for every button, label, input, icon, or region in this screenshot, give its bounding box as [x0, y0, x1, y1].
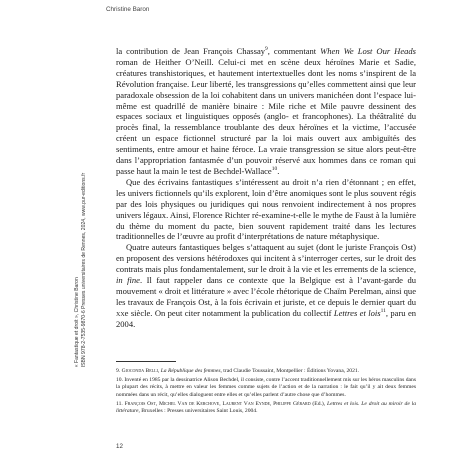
text: roman de Heither O’Neill. Celui-ci met en scène deux héroïnes Marie et Sadie, créatures transhistoriques, et hautement intertextuelles dont les noms s’inspirent de la Révolution française. Leur liberté, les transgressions qu’elles commettent ainsi que leur paradoxale obsession de la loi cohabitent dans un univers manichéen dont l’espace lui-même est quadrillé de manière binaire : Mile riche et Mile pauvre dessinent des espaces sociaux et linguistiques opposés (anglo- et francophones). La théâtralité du procès final, la ressemblance troublante des deux héroïnes et la victime, l’accusée créent un espace fictionnel structuré par la loi mais ouvert aux ambiguïtés des sentiments, entre amour et haine féroce. La vraie transgression se situe alors peut-être dans l’appropriation fantasmée d’un pouvoir réservé aux hommes dans ce roman qui passe haut la main le test de Bechdel-Wallace — [116, 56, 416, 176]
text: . — [277, 165, 280, 176]
author-names: François Ost, Michel Van de Kerchove, Laurent Van Eynde, Philippe Gérard — [124, 400, 311, 407]
text: , commentant — [267, 46, 321, 56]
text: , Bruxelles : Presses universitaires Saint Louis, 2004. — [138, 408, 258, 415]
footnote-ref-9[interactable]: 9 — [265, 46, 268, 53]
book-title: Lettres et lois — [333, 307, 381, 318]
copyright-line-2: ISBN 978-2-7535-9870-6 Presses universitaires de Rennes, 2024, www.pur-editions.fr — [81, 172, 87, 368]
footnote-ref-10[interactable]: 10 — [271, 166, 278, 173]
footnote-ref-11[interactable]: 11 — [380, 307, 386, 314]
copyright-notice-vertical — [74, 173, 88, 368]
text: la contribution de Jean François Chassay — [116, 46, 266, 56]
text: e siècle. On peut citer notamment la publication du collectif — [124, 307, 334, 318]
text: Quatre auteurs fantastiques belges s’attaquent au sujet (dont le juriste François Ost) en proposent des versions hétérodoxes qui incitent à s’interroger certes, sur le droit des contrats mais plus fondamentalement, sur le droit à la vie et les errements de la science, — [116, 242, 416, 275]
author-name: Gioconda Belli — [121, 368, 158, 374]
book-title: Lettres et lois. Le droit au miroir de la littérature — [116, 400, 416, 415]
footnote-9 — [116, 368, 416, 375]
text: , trad Claudie Toussaint, Montpellier : Éditions Yovana, 2021. — [220, 368, 360, 374]
text: Inventé en 1985 par la dessinatrice Alison Bechdel, il consiste, contre l’accent traditionnellement mis sur les héros masculins dans la plupart des récits, à mettre en valeur les femmes comme sujets de l’action et de la narration : le fait qu’il y ait deux femmes nommées dans un récit, qu’elles dialoguent entre elles et qu’elles parlent d’autre chose que d’hommes. — [116, 377, 417, 398]
text: , paru en 2004. — [116, 307, 417, 329]
century-numeral: xx — [116, 307, 125, 318]
body-text — [116, 46, 416, 330]
footnote-number: 10. — [116, 377, 123, 383]
latin-phrase: in fine — [116, 275, 140, 286]
footnote-number: 9. — [116, 368, 121, 374]
footnote-11 — [116, 401, 416, 416]
text: (Ed.), — [310, 400, 327, 407]
book-title: La République des femmes — [160, 368, 221, 374]
footnote-separator — [116, 361, 176, 362]
page-number: 12 — [116, 443, 123, 450]
paragraph-1 — [116, 46, 416, 177]
running-header-author: Christine Baron — [106, 6, 150, 13]
footnote-10 — [116, 377, 416, 399]
text: . Il faut rappeler dans ce contexte que la Belgique est à l’avant-garde du mouvement « droit et littérature » avec l’école rhétorique de Chaïm Perelman, ainsi que les travaux de François Ost, à la fois écrivain et juriste, et ce depuis le dernier quart du — [116, 275, 416, 307]
paragraph-3 — [116, 242, 416, 329]
copyright-line-1: « Fantastique et droit », Christine Baron — [73, 277, 80, 368]
text: , — [157, 368, 161, 374]
footnotes — [116, 368, 416, 417]
footnote-number: 11. — [116, 400, 123, 407]
paragraph-2 — [116, 177, 416, 242]
text: Que des écrivains fantastiques s’intéressent au droit n’a rien d’étonnant ; en effet, les univers fictionnels qu’ils explorent, loin d’être anomiques sont le plus souvent régis par des lois physiques ou juridiques qui nous renvoient indirectement à nos propres univers légaux. Ainsi, Florence Richter ré-examine-t-elle le mythe de Faust à la lumière du thème du moment du pacte, bien souvent rapidement traité dans les lectures traditionnelles de l’œuvre au profit d’interprétations de nature métaphysique. — [116, 176, 416, 242]
book-title: When We Lost Our Heads — [320, 46, 416, 56]
